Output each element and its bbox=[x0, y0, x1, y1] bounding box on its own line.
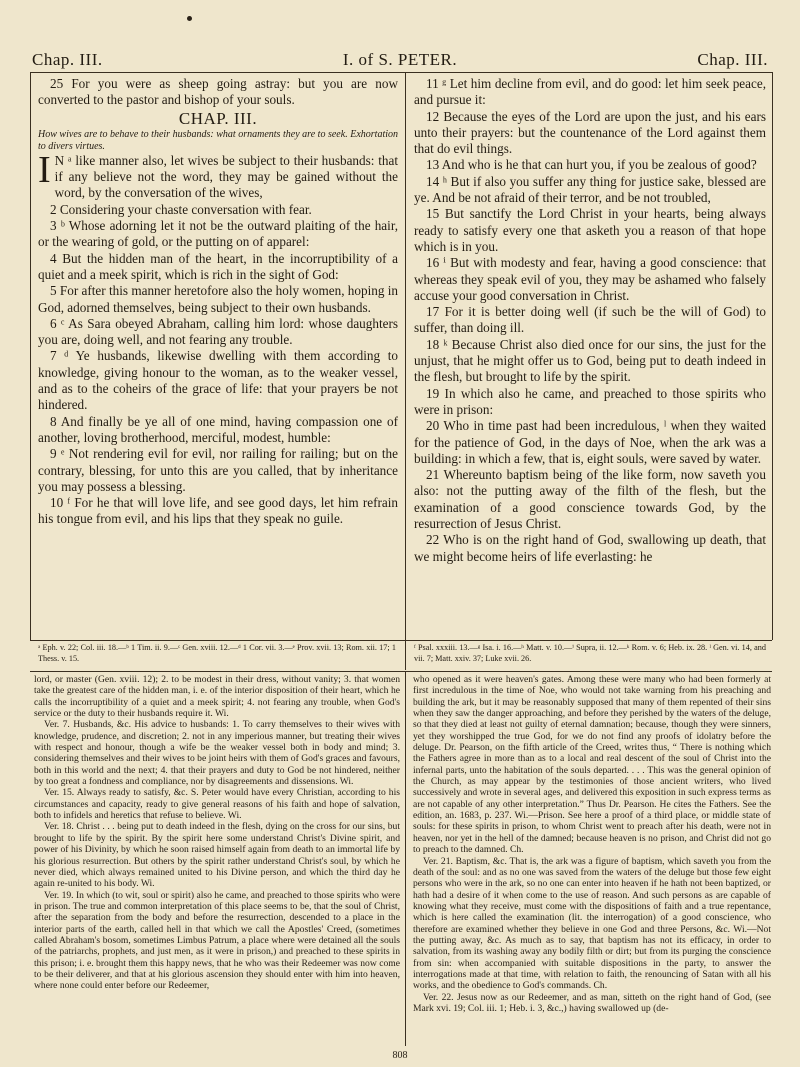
commentary-ver-15: Ver. 15. Always ready to satisfy, &c. S. Peter would have every Christian, according to his circumstances and capacity, ready to give general reasons of his faith and hope of salvation, both to infidels and heretics that refuse to believe. Wi. bbox=[34, 787, 400, 822]
verse-21: 21 Whereunto baptism being of the like form, now saveth you also: not the putting away of the filth of the flesh, but the examination of a good conscience towards God, by the resurrection of Jesus Christ. bbox=[414, 467, 766, 532]
commentary-ver-7: Ver. 7. Husbands, &c. His advice to husbands: 1. To carry themselves to their wives with knowledge, prudence, and discretion; 2. not in any imperious manner, but treating their wives with respect and honour, though a wife be the weaker vessel both in body and mind; 3. considering themselves and their wives to be joint heirs with them of God's graces and favours, both in this world and the next; 4. that their prayers and duty to God be not hindered, neither by too great a fondness and compliance, nor by disagreements and dissensions. Wi. bbox=[34, 719, 400, 788]
verse-20: 20 Who in time past had been incredulous, ˡ when they waited for the patience of God, in the days of Noe, when the ark was a building: in which a few, that is, eight souls, were saved by water. bbox=[414, 418, 766, 466]
scripture-column-left bbox=[38, 76, 398, 638]
verse-5: 5 For after this manner heretofore also the holy women, hoping in God, adorned themselves, being subject to their own husbands. bbox=[38, 283, 398, 315]
text-bottom-rule bbox=[30, 640, 772, 641]
verse-18: 18 ᵏ Because Christ also died once for our sins, the just for the unjust, that he might offer us to God, being put to death indeed in the flesh, but brought to life by the spirit. bbox=[414, 336, 766, 385]
commentary-ver-19: Ver. 19. In which (to wit, soul or spirit) also he came, and preached to those spirits who were in prison. The true and common interpretation of this place seems to be, that the soul of Christ, after the separation from the body and before the resurrection, descended to a place in the interior parts of the earth, called hell in that which we call the Apostles' Creed, (sometimes called Abraham's bosom, sometimes Limbus Patrum, a place where were detained all the souls of the patriarchs, prophets, and just men, as it were in prison,) and preached to these spirits in this prison; i. e. brought them this happy news, that he who was their Redeemer was now come to be their deliverer, and that at his glorious ascension they should enter with him into heaven, where none could enter before our Redeemer, bbox=[34, 889, 400, 992]
print-mark bbox=[187, 16, 192, 21]
verse-1-text: N ᵃ like manner also, let wives be subject to their husbands: that if any believe not the word, they may be gained without the word, by the conversation of the wives, bbox=[54, 152, 398, 201]
scripture-column-right bbox=[414, 76, 766, 638]
verse-2: 2 Considering your chaste conversation with fear. bbox=[50, 201, 312, 217]
refs-divider bbox=[405, 640, 406, 670]
chapter-title: CHAP. III. bbox=[178, 108, 258, 128]
header-center: I. of S. PETER. bbox=[342, 50, 458, 69]
verse-7: 7 ᵈ Ye husbands, likewise dwelling with them according to knowledge, giving honour to the woman, as to the weaker vessel, and as to the coheirs of the grace of life: that your prayers be not hindered. bbox=[38, 348, 398, 413]
verse-11: 11 ᵍ Let him decline from evil, and do good: let him seek peace, and pursue it: bbox=[414, 76, 766, 108]
verse-12: 12 Because the eyes of the Lord are upon the just, and his ears unto their prayers: but the countenance of the Lord against them that do evil things. bbox=[414, 108, 766, 157]
verse-6: 6 ᶜ As Sara obeyed Abraham, calling him lord: whose daughters you are, doing well, and not fearing any trouble. bbox=[38, 315, 398, 348]
commentary-left bbox=[34, 674, 400, 1046]
refs-bottom-rule bbox=[30, 671, 772, 672]
verse-25: 25 For you were as sheep going astray: but you are now converted to the pastor and bishop of your souls. bbox=[38, 76, 398, 108]
verse-10: 10 ᶠ For he that will love life, and see good days, let him refrain his tongue from evil, and his lips that they speak no guile. bbox=[38, 495, 398, 527]
header-right: Chap. III. bbox=[697, 50, 768, 69]
verse-9: 9 ᵉ Not rendering evil for evil, nor railing for railing; but on the contrary, blessing, for unto this are you called, that by inheritance you may possess a blessing. bbox=[38, 446, 398, 494]
verse-19: 19 In which also he came, and preached to those spirits who were in prison: bbox=[414, 385, 766, 417]
page-number: 808 bbox=[392, 1050, 408, 1061]
verse-15: 15 But sanctify the Lord Christ in your hearts, being always ready to satisfy every one that asketh you a reason of that hope which is in you. bbox=[414, 206, 766, 254]
commentary-ver-21: Ver. 21. Baptism, &c. That is, the ark was a figure of baptism, which saveth you from the death of the soul: and as no one was saved from the waters of the deluge but those few eight persons who were in the ark, so no one can enter into heaven if he hath not been baptized, or hath had a desire of it when come to the use of reason. And such persons as are capable of knowing what they receive, must come with the dispositions of faith and a true repentance, which is here called the examination (lit. the interrogation) of a good conscience, who therefore are examined whether they believe in one God and three Persons, &c. Wi.—Not the putting away, &c. As much as to say, that baptism has not its efficacy, in order to salvation, from its washing away any bodily filth or dirt; but from its purging the conscience from sin: when accompanied with suitable dispositions in the party, to answer the interrogations made at that time, with relation to faith, the renouncing of Satan with all his works, and the obedience to God's commands. Ch. bbox=[413, 855, 771, 992]
left-border bbox=[30, 72, 31, 640]
verse-22: 22 Who is on the right hand of God, swallowing up death, that we might become heirs of life everlasting: he bbox=[414, 532, 766, 564]
commentary-ver-18: Ver. 18. Christ . . . being put to death indeed in the flesh, dying on the cross for our sins, but brought to life by the spirit. By the spirit here some understand Christ's Divine spirit, and power of his Divinity, by which he soon raised himself again from death to an immortal life by his glorious resurrection. But others by the spirit rather understand Christ's soul, by which he never died, which always remained united to his Divine person, and which the third day he again re-united to his body. Wi. bbox=[34, 821, 400, 890]
verse-16: 16 ⁱ But with modesty and fear, having a good conscience: that whereas they speak evil of you, they may be ashamed who falsely accuse your good conversation in Christ. bbox=[414, 255, 766, 303]
header-left: Chap. III. bbox=[32, 50, 103, 69]
commentary-divider bbox=[405, 672, 406, 1046]
commentary-left-p1: lord, or master (Gen. xviii. 12); 2. to be modest in their dress, without vanity; 3. that women take the greatest care of the hidden man, i. e. of the interior disposition of their heart, which he calls the incorruptibility of a quiet and a meek spirit; 4. not fearing any trouble, when God's service or the duty to their husbands require it. Wi. bbox=[34, 674, 400, 720]
drop-cap: I bbox=[38, 148, 51, 191]
commentary-right-p1: who opened as it were heaven's gates. Among these were many who had been formerly at first incredulous in the time of Noe, who would not take warning from his preaching and building the ark, but it may be reasonably supposed that many of them repented of their sins when they saw the danger approaching, and before they perished by the waters of the deluge, so that they died at least not guilty of eternal damnation; because, though they were sinners, yet they worshipped the true God, for we do not find any proofs of idolatry before the deluge. Dr. Pearson, on the fifth article of the Creed, writes thus, “ There is nothing which the Fathers agree in more than as to a local and real descent of the soul of Christ into the infernal parts, unto the habitation of the souls departed. . . . This was the general opinion of the Church, as may appear by the testimonies of those ancient writers, who lived successively and wrote in several ages, and delivered this exposition in such express terms as are not capable of any other interpretation.” Thus Dr. Pearson. He cites the Fathers. See the edition, an. 1683, p. 237. Wi.—Prison. See here a proof of a third place, or middle state of souls: for these spirits in prison, to whom Christ went to preach after his death, were not in heaven, nor yet in the hell of the damned; because heaven is no prison, and Christ did not go to preach to the damned. Ch. bbox=[413, 674, 771, 856]
cross-references-left: ᵃ Eph. v. 22; Col. iii. 18.—ᵇ 1 Tim. ii. 9.—ᶜ Gen. xviii. 12.—ᵈ 1 Cor. vii. 3.—ᵉ Prov. xvii. 13; Rom. xii. 17; 1 Thess. v. 15. bbox=[38, 643, 396, 663]
commentary-right bbox=[413, 674, 771, 1046]
running-header bbox=[30, 50, 770, 72]
verse-14: 14 ʰ But if also you suffer any thing for justice sake, blessed are ye. And be not afraid of their terror, and be not troubled, bbox=[414, 173, 766, 206]
verse-1 bbox=[38, 148, 398, 202]
verse-13: 13 And who is he that can hurt you, if you be zealous of good? bbox=[426, 157, 757, 173]
column-divider bbox=[405, 72, 406, 640]
verse-17: 17 For it is better doing well (if such be the will of God) to suffer, than doing ill. bbox=[414, 304, 766, 336]
commentary-ver-22: Ver. 22. Jesus now as our Redeemer, and as man, sitteth on the right hand of God, (see Mark xvi. 19; Col. iii. 1; Heb. i. 3, &c.,) having swallowed up (de- bbox=[413, 991, 771, 1014]
verse-3: 3 ᵇ Whose adorning let it not be the outward plaiting of the hair, or the wearing of gold, or the putting on of apparel: bbox=[38, 218, 398, 250]
verse-8: 8 And finally be ye all of one mind, having compassion one of another, loving brotherhood, merciful, modest, humble: bbox=[38, 413, 398, 445]
right-border bbox=[772, 72, 773, 640]
cross-references-right: ᶠ Psal. xxxiii. 13.—ᵍ Isa. i. 16.—ʰ Matt. v. 10.—ⁱ Supra, ii. 12.—ᵏ Rom. v. 6; Heb. ix. 28. ˡ Gen. vi. 14, and vii. 7; Matt. xxiv. 37; Luke xvii. 26. bbox=[414, 643, 766, 663]
chapter-summary: How wives are to behave to their husbands: what ornaments they are to seek. Exhortation to divers virtues. bbox=[38, 128, 398, 152]
header-rule bbox=[30, 72, 772, 73]
verse-4: 4 But the hidden man of the heart, in the incorruptibility of a quiet and a meek spirit, which is rich in the sight of God: bbox=[38, 250, 398, 282]
